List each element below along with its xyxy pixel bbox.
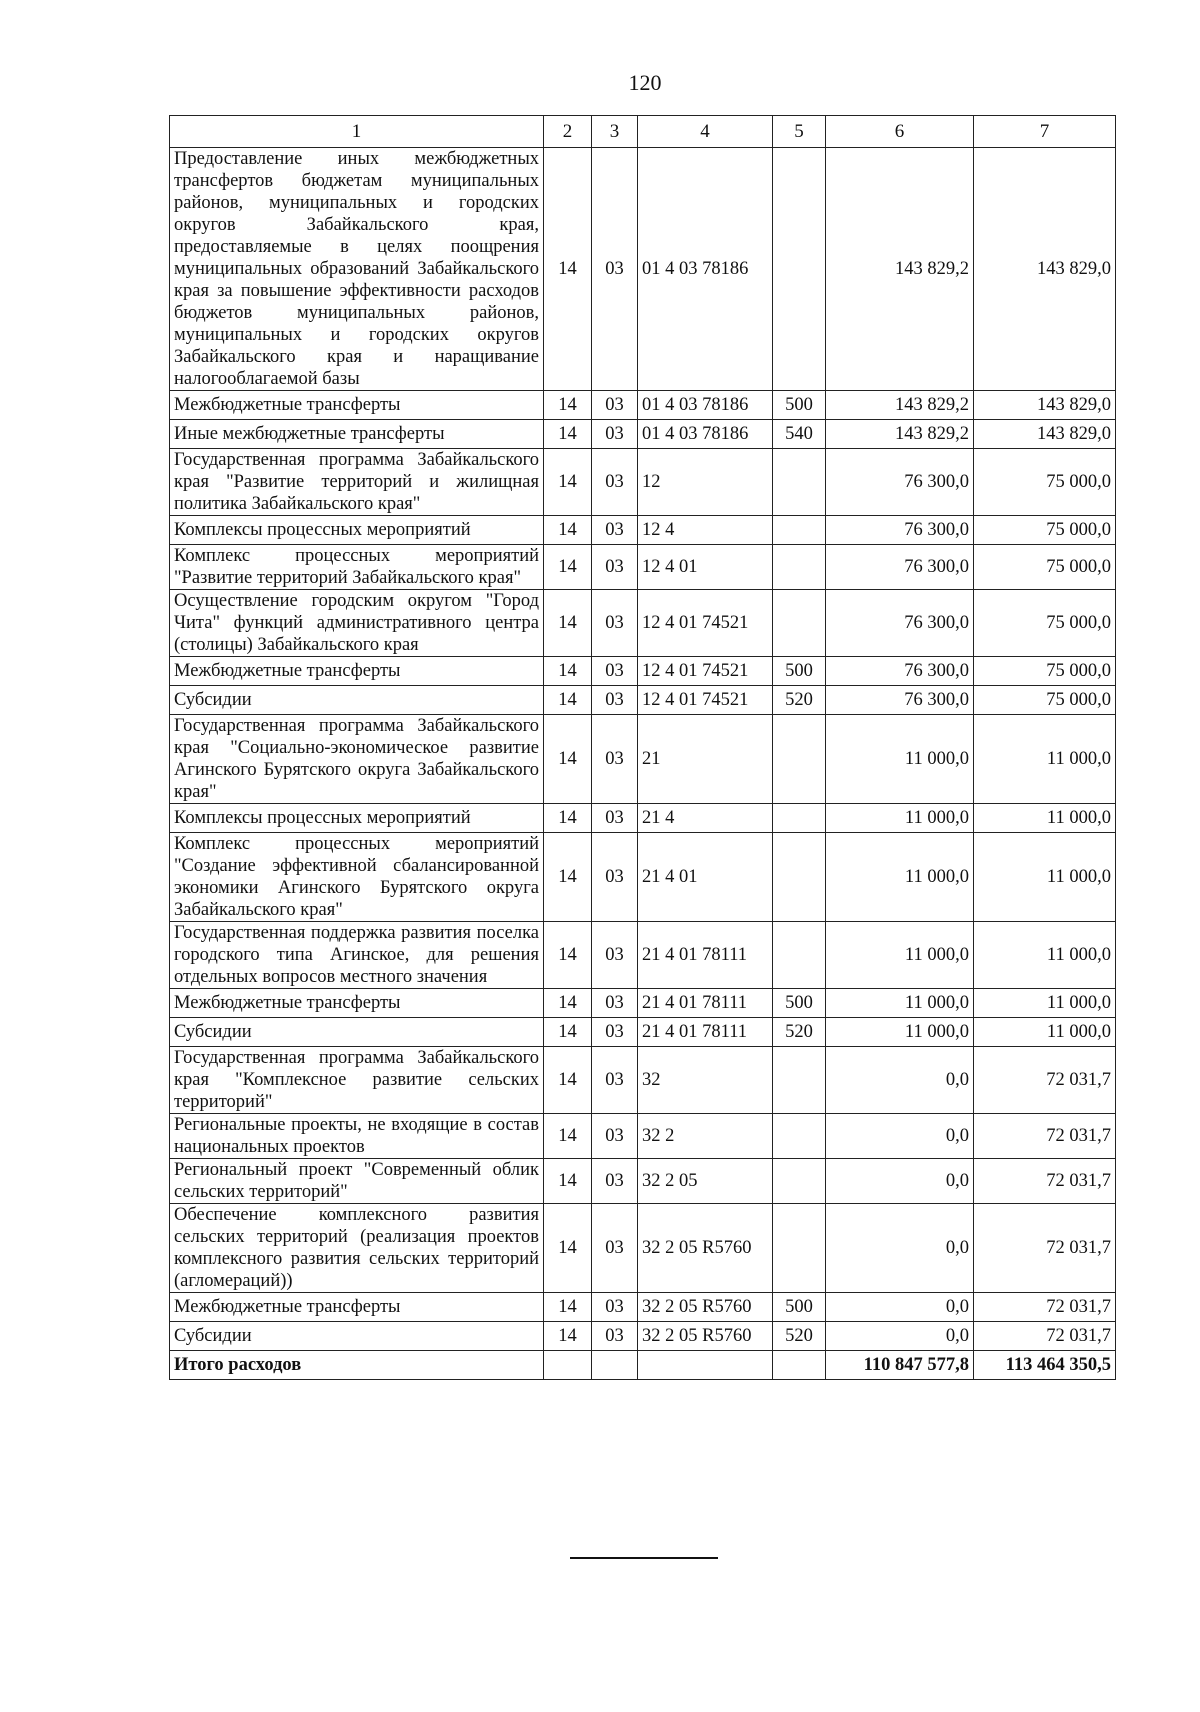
- cell-amount-year1: 11 000,0: [826, 715, 974, 804]
- column-header: 5: [773, 116, 826, 148]
- cell-expense-type: [773, 1114, 826, 1159]
- page-number: 120: [628, 70, 662, 95]
- cell-target-code: 32 2 05: [638, 1159, 773, 1204]
- cell-section: 14: [544, 391, 592, 420]
- cell-amount-year1: 0,0: [826, 1159, 974, 1204]
- empty-cell: [592, 1351, 638, 1380]
- table-row: [170, 420, 1116, 449]
- cell-target-code: 32 2 05 R5760: [638, 1322, 773, 1351]
- cell-amount-year2: 75 000,0: [974, 686, 1116, 715]
- table-row: [170, 922, 1116, 989]
- cell-expense-type: [773, 804, 826, 833]
- cell-subsection: 03: [592, 516, 638, 545]
- row-name: Государственная поддержка развития поселка городского типа Агинское, для решения отдельных вопросов местного значения: [170, 922, 544, 989]
- cell-target-code: 32 2 05 R5760: [638, 1293, 773, 1322]
- row-name: Межбюджетные трансферты: [170, 1293, 544, 1322]
- cell-section: 14: [544, 804, 592, 833]
- cell-section: 14: [544, 1018, 592, 1047]
- row-name: Межбюджетные трансферты: [170, 657, 544, 686]
- cell-amount-year1: 11 000,0: [826, 1018, 974, 1047]
- cell-section: 14: [544, 922, 592, 989]
- column-header: 7: [974, 116, 1116, 148]
- cell-section: 14: [544, 420, 592, 449]
- cell-expense-type: [773, 715, 826, 804]
- cell-section: 14: [544, 449, 592, 516]
- total-year1: 110 847 577,8: [826, 1351, 974, 1380]
- cell-subsection: 03: [592, 833, 638, 922]
- cell-amount-year2: 72 031,7: [974, 1159, 1116, 1204]
- cell-section: 14: [544, 989, 592, 1018]
- cell-amount-year2: 143 829,0: [974, 420, 1116, 449]
- cell-expense-type: [773, 1204, 826, 1293]
- table-row: [170, 1018, 1116, 1047]
- cell-amount-year1: 11 000,0: [826, 922, 974, 989]
- row-name: Комплекс процессных мероприятий "Создание эффективной сбалансированной экономики Агинского Бурятского округа Забайкальского края": [170, 833, 544, 922]
- cell-expense-type: 500: [773, 391, 826, 420]
- cell-section: 14: [544, 657, 592, 686]
- cell-expense-type: 500: [773, 657, 826, 686]
- table-row: [170, 686, 1116, 715]
- empty-cell: [544, 1351, 592, 1380]
- cell-subsection: 03: [592, 657, 638, 686]
- row-name: Предоставление иных межбюджетных трансфертов бюджетам муниципальных районов, муниципальных и городских округов Забайкальского края, предоставляемые в целях поощрения муниципальных образований Забайкальского края за повышение эффективности расходов бюджетов муниципальных районов, муниципальных и городских округов Забайкальского края и наращивание налогооблагаемой базы: [170, 148, 544, 391]
- cell-target-code: 21 4 01 78111: [638, 922, 773, 989]
- cell-amount-year2: 72 031,7: [974, 1322, 1116, 1351]
- cell-target-code: 12 4 01 74521: [638, 657, 773, 686]
- cell-section: 14: [544, 516, 592, 545]
- cell-target-code: 32: [638, 1047, 773, 1114]
- cell-amount-year2: 11 000,0: [974, 989, 1116, 1018]
- cell-subsection: 03: [592, 590, 638, 657]
- cell-section: 14: [544, 1047, 592, 1114]
- table-body: [170, 148, 1116, 1351]
- table-row: [170, 804, 1116, 833]
- cell-section: 14: [544, 833, 592, 922]
- cell-target-code: 32 2: [638, 1114, 773, 1159]
- table-row: [170, 657, 1116, 686]
- cell-expense-type: [773, 545, 826, 590]
- table-row: [170, 1047, 1116, 1114]
- cell-target-code: 32 2 05 R5760: [638, 1204, 773, 1293]
- cell-amount-year1: 11 000,0: [826, 989, 974, 1018]
- row-name: Комплексы процессных мероприятий: [170, 804, 544, 833]
- cell-amount-year2: 75 000,0: [974, 545, 1116, 590]
- cell-expense-type: [773, 1159, 826, 1204]
- cell-expense-type: [773, 148, 826, 391]
- row-name: Комплексы процессных мероприятий: [170, 516, 544, 545]
- row-name: Обеспечение комплексного развития сельских территорий (реализация проектов комплексного развития сельских территорий (агломераций)): [170, 1204, 544, 1293]
- cell-expense-type: [773, 833, 826, 922]
- cell-amount-year1: 0,0: [826, 1293, 974, 1322]
- cell-expense-type: 500: [773, 1293, 826, 1322]
- cell-target-code: 21: [638, 715, 773, 804]
- cell-subsection: 03: [592, 148, 638, 391]
- cell-amount-year2: 143 829,0: [974, 148, 1116, 391]
- cell-expense-type: 520: [773, 1018, 826, 1047]
- cell-amount-year2: 72 031,7: [974, 1114, 1116, 1159]
- cell-section: 14: [544, 545, 592, 590]
- table-row: [170, 449, 1116, 516]
- cell-subsection: 03: [592, 391, 638, 420]
- cell-section: 14: [544, 1322, 592, 1351]
- cell-subsection: 03: [592, 545, 638, 590]
- cell-subsection: 03: [592, 420, 638, 449]
- cell-amount-year2: 11 000,0: [974, 715, 1116, 804]
- table-row: [170, 1322, 1116, 1351]
- cell-amount-year2: 75 000,0: [974, 449, 1116, 516]
- table-row: [170, 516, 1116, 545]
- cell-amount-year2: 75 000,0: [974, 657, 1116, 686]
- cell-target-code: 12: [638, 449, 773, 516]
- end-rule: [570, 1557, 718, 1559]
- cell-section: 14: [544, 1204, 592, 1293]
- cell-target-code: 12 4: [638, 516, 773, 545]
- cell-amount-year2: 72 031,7: [974, 1293, 1116, 1322]
- row-name: Осуществление городским округом "Город Чита" функций административного центра (столицы) Забайкальского края: [170, 590, 544, 657]
- cell-amount-year2: 72 031,7: [974, 1204, 1116, 1293]
- cell-amount-year1: 0,0: [826, 1204, 974, 1293]
- cell-subsection: 03: [592, 1293, 638, 1322]
- cell-amount-year2: 72 031,7: [974, 1047, 1116, 1114]
- cell-target-code: 01 4 03 78186: [638, 391, 773, 420]
- cell-amount-year1: 0,0: [826, 1047, 974, 1114]
- cell-target-code: 21 4 01: [638, 833, 773, 922]
- cell-amount-year1: 76 300,0: [826, 686, 974, 715]
- cell-subsection: 03: [592, 715, 638, 804]
- cell-section: 14: [544, 1159, 592, 1204]
- cell-subsection: 03: [592, 686, 638, 715]
- column-header: 2: [544, 116, 592, 148]
- cell-amount-year1: 143 829,2: [826, 391, 974, 420]
- column-header: 3: [592, 116, 638, 148]
- cell-expense-type: [773, 1047, 826, 1114]
- cell-expense-type: 500: [773, 989, 826, 1018]
- cell-expense-type: 540: [773, 420, 826, 449]
- cell-target-code: 21 4 01 78111: [638, 989, 773, 1018]
- cell-subsection: 03: [592, 1114, 638, 1159]
- cell-amount-year1: 76 300,0: [826, 545, 974, 590]
- table-row: [170, 148, 1116, 391]
- cell-section: 14: [544, 590, 592, 657]
- cell-subsection: 03: [592, 1159, 638, 1204]
- cell-expense-type: [773, 922, 826, 989]
- cell-subsection: 03: [592, 922, 638, 989]
- cell-subsection: 03: [592, 1322, 638, 1351]
- cell-amount-year1: 76 300,0: [826, 516, 974, 545]
- cell-expense-type: [773, 516, 826, 545]
- column-header: 1: [170, 116, 544, 148]
- cell-amount-year1: 76 300,0: [826, 449, 974, 516]
- cell-target-code: 12 4 01: [638, 545, 773, 590]
- empty-cell: [638, 1351, 773, 1380]
- cell-target-code: 21 4 01 78111: [638, 1018, 773, 1047]
- cell-section: 14: [544, 1293, 592, 1322]
- cell-amount-year2: 143 829,0: [974, 391, 1116, 420]
- row-name: Иные межбюджетные трансферты: [170, 420, 544, 449]
- cell-subsection: 03: [592, 449, 638, 516]
- row-name: Комплекс процессных мероприятий "Развитие территорий Забайкальского края": [170, 545, 544, 590]
- cell-amount-year2: 11 000,0: [974, 1018, 1116, 1047]
- cell-amount-year2: 75 000,0: [974, 516, 1116, 545]
- cell-amount-year1: 143 829,2: [826, 148, 974, 391]
- cell-subsection: 03: [592, 1047, 638, 1114]
- table-row: [170, 391, 1116, 420]
- table-row: [170, 989, 1116, 1018]
- row-name: Государственная программа Забайкальского края "Социально-экономическое развитие Агинского Бурятского округа Забайкальского края": [170, 715, 544, 804]
- cell-target-code: 21 4: [638, 804, 773, 833]
- table-row: [170, 1204, 1116, 1293]
- cell-amount-year1: 76 300,0: [826, 657, 974, 686]
- total-row: [170, 1351, 1116, 1380]
- column-header: 6: [826, 116, 974, 148]
- cell-amount-year1: 143 829,2: [826, 420, 974, 449]
- cell-subsection: 03: [592, 804, 638, 833]
- table-row: [170, 833, 1116, 922]
- column-number-row: [170, 116, 1116, 148]
- cell-expense-type: [773, 590, 826, 657]
- row-name: Региональные проекты, не входящие в состав национальных проектов: [170, 1114, 544, 1159]
- cell-expense-type: 520: [773, 686, 826, 715]
- row-name: Субсидии: [170, 686, 544, 715]
- cell-section: 14: [544, 1114, 592, 1159]
- row-name: Межбюджетные трансферты: [170, 391, 544, 420]
- cell-section: 14: [544, 686, 592, 715]
- table-row: [170, 1293, 1116, 1322]
- row-name: Региональный проект "Современный облик сельских территорий": [170, 1159, 544, 1204]
- cell-subsection: 03: [592, 1204, 638, 1293]
- cell-target-code: 01 4 03 78186: [638, 420, 773, 449]
- cell-section: 14: [544, 715, 592, 804]
- table-row: [170, 590, 1116, 657]
- cell-amount-year1: 0,0: [826, 1322, 974, 1351]
- cell-amount-year1: 0,0: [826, 1114, 974, 1159]
- cell-amount-year1: 11 000,0: [826, 833, 974, 922]
- row-name: Государственная программа Забайкальского края "Развитие территорий и жилищная политика Забайкальского края": [170, 449, 544, 516]
- cell-target-code: 12 4 01 74521: [638, 590, 773, 657]
- cell-amount-year1: 76 300,0: [826, 590, 974, 657]
- cell-expense-type: 520: [773, 1322, 826, 1351]
- cell-target-code: 01 4 03 78186: [638, 148, 773, 391]
- cell-subsection: 03: [592, 1018, 638, 1047]
- table-row: [170, 545, 1116, 590]
- cell-section: 14: [544, 148, 592, 391]
- table-row: [170, 715, 1116, 804]
- cell-amount-year2: 11 000,0: [974, 922, 1116, 989]
- total-label: Итого расходов: [170, 1351, 544, 1380]
- cell-amount-year1: 11 000,0: [826, 804, 974, 833]
- row-name: Межбюджетные трансферты: [170, 989, 544, 1018]
- empty-cell: [773, 1351, 826, 1380]
- row-name: Субсидии: [170, 1322, 544, 1351]
- row-name: Государственная программа Забайкальского края "Комплексное развитие сельских территорий": [170, 1047, 544, 1114]
- cell-subsection: 03: [592, 989, 638, 1018]
- total-year2: 113 464 350,5: [974, 1351, 1116, 1380]
- cell-amount-year2: 75 000,0: [974, 590, 1116, 657]
- row-name: Субсидии: [170, 1018, 544, 1047]
- cell-target-code: 12 4 01 74521: [638, 686, 773, 715]
- column-header: 4: [638, 116, 773, 148]
- table-row: [170, 1159, 1116, 1204]
- budget-table: [169, 115, 1116, 1380]
- cell-amount-year2: 11 000,0: [974, 804, 1116, 833]
- cell-amount-year2: 11 000,0: [974, 833, 1116, 922]
- cell-expense-type: [773, 449, 826, 516]
- table-row: [170, 1114, 1116, 1159]
